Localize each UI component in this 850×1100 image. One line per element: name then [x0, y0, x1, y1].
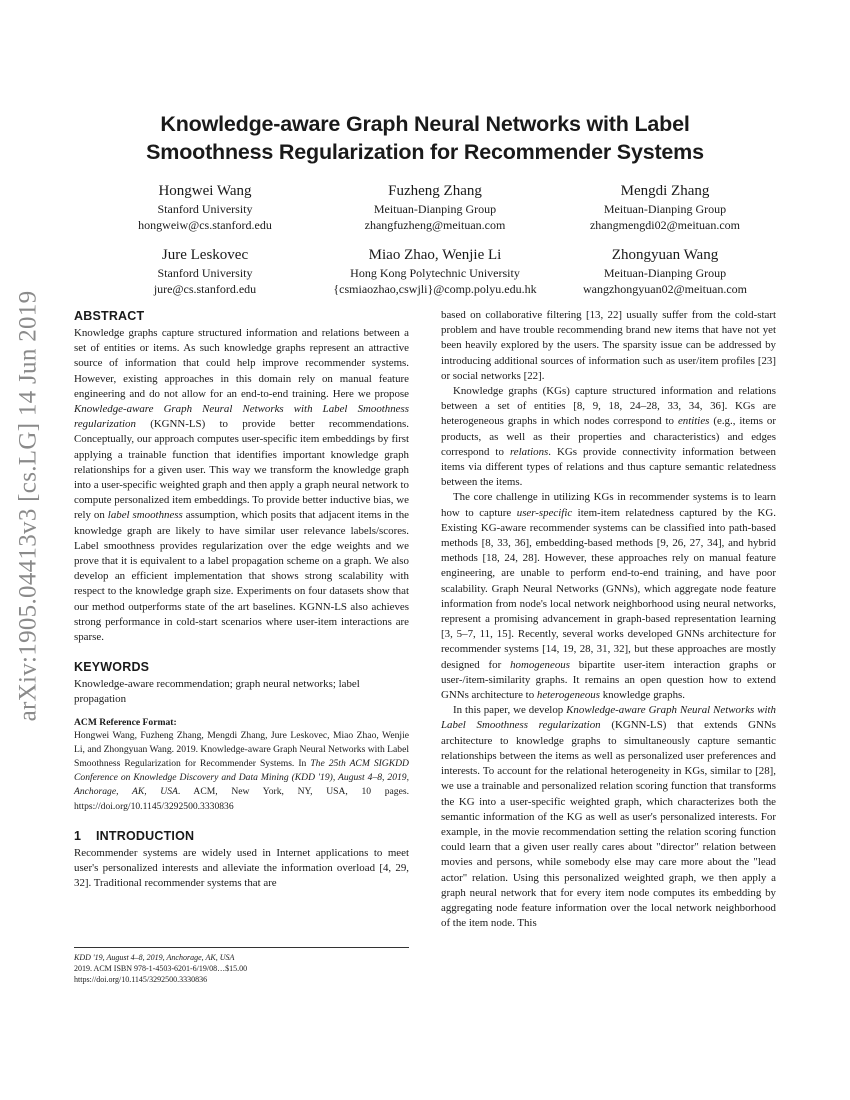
author-block	[320, 246, 550, 297]
author-email: hongweiw@cs.stanford.edu	[138, 218, 272, 232]
author-row-1	[90, 182, 780, 233]
author-email: jure@cs.stanford.edu	[153, 282, 257, 296]
author-email: {csmiaozhao,cswjli}@comp.polyu.edu.hk	[333, 282, 537, 296]
right-column	[441, 308, 776, 931]
keywords-text: Knowledge-aware recommendation; graph neural networks; label propagation	[74, 678, 360, 706]
intro-paragraph-1-part-2: based on collaborative filtering [13, 22] usually suffer from the cold-start problem and have trouble recommending brand new items that have not yet been heavily explored by the users. The sparsity issue can be addressed by introducing additional sources of information such as user/item profiles [23] or social networks [22].	[441, 309, 776, 382]
author-name: Fuzheng Zhang	[388, 183, 482, 199]
author-name: Miao Zhao, Wenjie Li	[368, 247, 502, 263]
intro-paragraph-1-part-1: Recommender systems are widely used in Internet applications to meet user's personalized interests and alleviate the information overload [4, 29, 32]. Traditional recommender systems that are	[74, 846, 409, 890]
title-line-1: Knowledge-aware Graph Neural Networks with Label	[160, 112, 690, 136]
author-name: Jure Leskovec	[161, 247, 249, 263]
author-affiliation: Stanford University	[157, 266, 253, 280]
acm-reference-text: Hongwei Wang, Fuzheng Zhang, Mengdi Zhang, Jure Leskovec, Miao Zhao, Wenjie Li, and Zhongyuan Wang. 2019. Knowledge-aware Graph Neural Networks with Label Smoothness Regularization for Recommender Systems. In The 25th ACM SIGKDD Conference on Knowledge Discovery and Data Mining (KDD '19), August 4–8, 2019, Anchorage, AK, USA. ACM, New York, NY, USA, 10 pages. https://doi.org/10.1145/3292500.3330836	[74, 729, 409, 812]
author-email: wangzhongyuan02@meituan.com	[582, 282, 747, 296]
left-column	[74, 308, 409, 892]
footnote-isbn: 2019. ACM ISBN 978-1-4503-6201-6/19/08…$15.00	[74, 964, 248, 973]
author-affiliation: Hong Kong Polytechnic University	[350, 266, 520, 280]
author-name: Mengdi Zhang	[620, 183, 710, 199]
author-name: Zhongyuan Wang	[611, 247, 719, 263]
abstract-paragraph: Knowledge graphs capture structured information and relations between a set of entities or items. As such knowledge graphs represent an attractive source of information that could help improve recommender systems. However, existing approaches in this domain rely on manual feature engineering and do not allow for an end-to-end training. Here we propose Knowledge-aware Graph Neural Networks with Label Smoothness regularization (KGNN-LS) to provide better recommendations. Conceptually, our approach computes user-specific item embeddings by first applying a trainable function that identifies important knowledge graph relationships for a given user. This way we transform the knowledge graph into a user-specific weighted graph and then apply a graph neural network to compute personalized item embeddings. To provide better inductive bias, we rely on label smoothness assumption, which posits that adjacent items in the knowledge graph are likely to have similar user relevance labels/scores. Label smoothness provides regularization over the edge weights and we prove that it is equivalent to a label propagation scheme on a graph. We also develop an efficient implementation that shows strong scalability with respect to the knowledge graph size. Experiments on four datasets show that our method outperforms state of the art baselines. KGNN-LS also achieves strong performance in cold-start scenarios where user-item interactions are sparse.	[74, 327, 409, 644]
author-affiliation: Meituan-Dianping Group	[373, 202, 497, 216]
author-name: Hongwei Wang	[158, 183, 252, 199]
author-affiliation: Meituan-Dianping Group	[603, 202, 727, 216]
author-row-2	[90, 246, 780, 297]
abstract-heading: ABSTRACT	[74, 309, 145, 323]
intro-paragraph-3: The core challenge in utilizing KGs in recommender systems is to learn how to capture user-specific item-item relatedness captured by the KG. Existing KG-aware recommender systems can be classified into path-based methods [8, 33, 36], embedding-based methods [9, 26, 27, 34], and hybrid methods [18, 24, 28]. However, these approaches rely on manual feature engineering, are unable to perform end-to-end training, and have poor scalability. Graph Neural Networks (GNNs), which aggregate node feature information from node's local network neighborhood using neural networks, represent a promising advancement in graph-based representation learning [3, 5–7, 11, 15]. Recently, several works developed GNNs architecture for recommender systems [14, 19, 28, 31, 32], but these approaches are mostly designed for homogeneous bipartite user-item interaction graphs or user-/item-similarity graphs. It remains an open question how to extend GNNs architecture to heterogeneous knowledge graphs.	[441, 491, 776, 702]
footnote-block	[74, 947, 409, 985]
author-email: zhangmengdi02@meituan.com	[589, 218, 740, 232]
arxiv-sidebar-stamp	[8, 290, 48, 722]
keywords-heading: KEYWORDS	[74, 660, 150, 675]
author-affiliation: Stanford University	[157, 202, 253, 216]
author-affiliation: Meituan-Dianping Group	[603, 266, 727, 280]
author-block	[320, 182, 550, 233]
acm-reference-label: ACM Reference Format:	[74, 716, 177, 728]
paper-title	[60, 110, 790, 166]
footnote-doi: https://doi.org/10.1145/3292500.3330836	[74, 975, 208, 984]
introduction-heading: 1 INTRODUCTION	[74, 828, 195, 843]
author-email: zhangfuzheng@meituan.com	[364, 218, 506, 232]
author-block	[90, 246, 320, 297]
footnote-conference: KDD '19, August 4–8, 2019, Anchorage, AK, USA	[74, 953, 235, 962]
intro-paragraph-2: Knowledge graphs (KGs) capture structured information and relations between a set of entities [8, 9, 18, 24–28, 33, 34, 36]. KGs are heterogeneous graphs in which nodes correspond to entities (e.g., items or products, as well as their properties and characteristics) and edges correspond to relations. KGs provide connectivity information between items via different types of relations and thus capture semantic relatedness between the items.	[441, 385, 776, 489]
intro-paragraph-4: In this paper, we develop Knowledge-aware Graph Neural Networks with Label Smoothness regularization (KGNN-LS) that extends GNNs architecture to knowledge graphs to simultaneously capture semantic relationships between the items as well as personalized user preferences and interests. To account for the relational heterogeneity in KGs, similar to [28], we use a trainable and personalized relation scoring function that transforms the KG into a user-specific weighted graph, which characterizes both the semantic information of the KG as well as user's personalized interests. For example, in the movie recommendation setting the relation scoring function could learn that a given user really cares about "director" relation between movies and persons, while somebody else may care more about the "lead actor" relation. Using this personalized weighted graph, we then apply a graph neural network that for every item node computes its embedding by aggregating node feature information over the local network neighborhood of the item node. This	[441, 704, 776, 930]
author-block	[90, 182, 320, 233]
arxiv-identifier: arXiv:1905.04413v3 [cs.LG] 14 Jun 2019	[14, 290, 42, 722]
title-line-2: Smoothness Regularization for Recommender Systems	[146, 140, 704, 164]
author-block	[550, 182, 780, 233]
author-block	[550, 246, 780, 297]
